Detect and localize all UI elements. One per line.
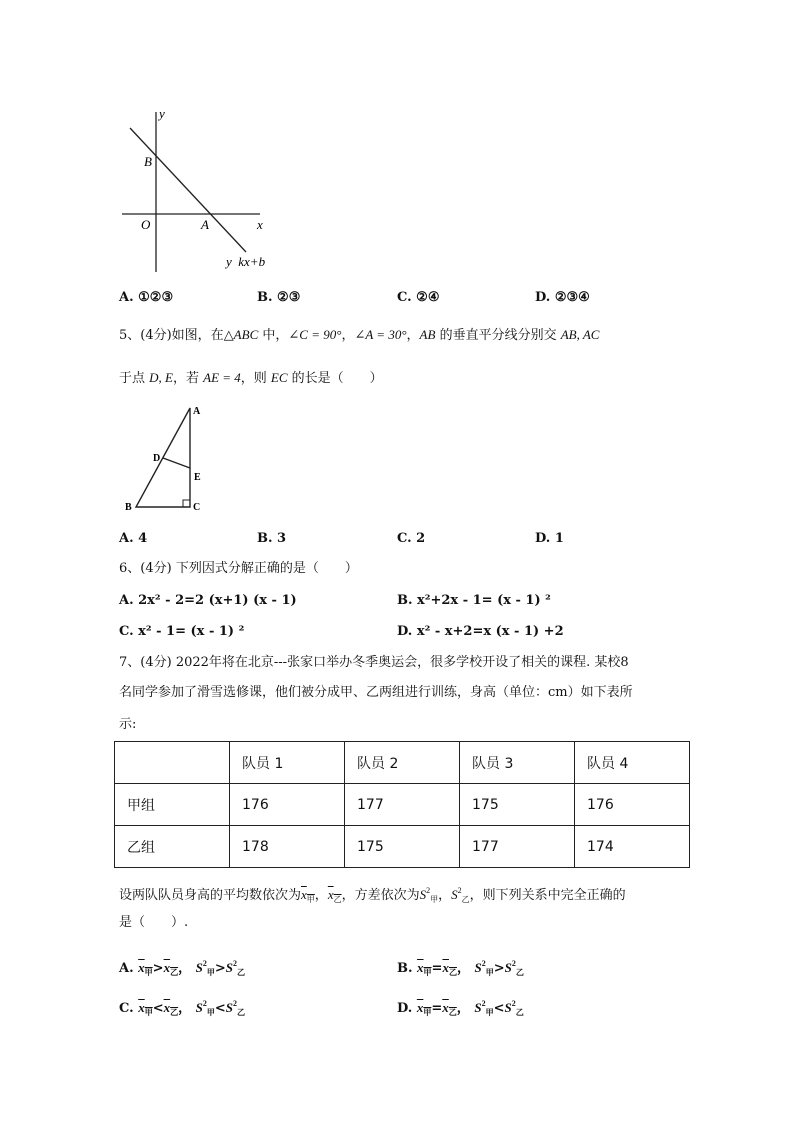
point-d: D — [153, 453, 161, 464]
origin-label: O — [141, 217, 151, 232]
table-cell: 乙组 — [115, 826, 230, 868]
q5-option-a[interactable]: A. 4 — [119, 531, 148, 546]
q7-question-line: 设两队队员身高的平均数依次为$x_甲$，$x_乙$，方差依次为$S^2_甲$，$S^2_乙$，则下列关系中完全正确的 — [119, 886, 626, 904]
mean-jia: $x_甲$ — [301, 887, 315, 904]
q4-option-c[interactable]: C. ②④ — [397, 290, 440, 305]
q7-option-c[interactable]: C. $x_甲<x_乙$， $S^2_甲<S^2_乙$ — [119, 999, 246, 1017]
q4-option-a[interactable]: A. ①②③ — [119, 290, 174, 305]
perpendicular-bisector-de — [163, 458, 190, 468]
q6-option-a[interactable]: A. 2x² - 2=2 (x+1) (x - 1) — [119, 593, 297, 608]
q7-question-end: 是（ ）. — [119, 915, 189, 930]
q6-option-c[interactable]: C. x² - 1= (x - 1) ² — [119, 624, 245, 639]
table-header-cell: 队员 4 — [575, 742, 690, 784]
q4-option-b[interactable]: B. ②③ — [257, 290, 301, 305]
x-axis-label: x — [257, 217, 263, 232]
table-header-cell — [115, 742, 230, 784]
q5-stem-line1: 5、(4分)如图，在△ABC 中，∠C = 90°，∠A = 30°，AB 的垂直平分线分别交 AB, AC — [119, 327, 600, 343]
table-cell: 175 — [460, 784, 575, 826]
y-axis-label: y — [159, 106, 165, 121]
table-row — [115, 784, 690, 826]
q5-triangle-figure — [120, 400, 210, 515]
variance-jia: $S^2_甲$ — [419, 886, 439, 904]
variance-yi: $S^2_乙$ — [451, 886, 470, 904]
line-label: y kx+b — [226, 254, 266, 269]
point-b-label: B — [144, 154, 152, 169]
table-row — [115, 826, 690, 868]
table-cell: 甲组 — [115, 784, 230, 826]
q5-stem-line2: 于点 D, E，若 AE = 4，则 EC 的长是（ ） — [119, 370, 383, 386]
point-a-label: A — [201, 217, 209, 232]
table-cell: 178 — [230, 826, 345, 868]
q7-stem-line2: 名同学参加了滑雪选修课，他们被分成甲、乙两组进行训练，身高（单位：cm）如下表所 — [119, 685, 633, 700]
q7-option-d[interactable]: D. $x_甲=x_乙$， $S^2_甲<S^2_乙$ — [397, 999, 524, 1017]
point-c: C — [193, 502, 201, 513]
triangle-abc — [136, 408, 190, 507]
table-cell: 174 — [575, 826, 690, 868]
q7-stem-line3: 示: — [119, 717, 137, 732]
table-cell: 177 — [460, 826, 575, 868]
height-table — [114, 741, 690, 868]
q4-option-d[interactable]: D. ②③④ — [535, 290, 590, 305]
table-header-cell: 队员 2 — [345, 742, 460, 784]
table-cell: 177 — [345, 784, 460, 826]
point-b: B — [125, 502, 132, 513]
q6-option-d[interactable]: D. x² - x+2=x (x - 1) +2 — [397, 624, 564, 639]
q7-option-b[interactable]: B. $x_甲=x_乙$， $S^2_甲>S^2_乙$ — [397, 959, 524, 977]
q5-option-d[interactable]: D. 1 — [535, 531, 564, 546]
table-cell: 176 — [575, 784, 690, 826]
table-cell: 176 — [230, 784, 345, 826]
q4-graph — [110, 100, 290, 275]
mean-yi: $x_乙$ — [327, 887, 342, 904]
point-a: A — [193, 406, 201, 417]
q5-option-b[interactable]: B. 3 — [257, 531, 287, 546]
q7-stem-line1: 7、(4分) 2022年将在北京---张家口举办冬季奥运会，很多学校开设了相关的课程. 某校8 — [119, 655, 629, 670]
point-e: E — [194, 472, 201, 483]
table-header-cell: 队员 3 — [460, 742, 575, 784]
right-angle-mark — [183, 500, 190, 507]
q7-option-a[interactable]: A. $x_甲>x_乙$， $S^2_甲>S^2_乙$ — [119, 959, 245, 977]
line-kx-plus-b — [130, 128, 246, 252]
table-header-row — [115, 742, 690, 784]
q6-option-b[interactable]: B. x²+2x - 1= (x - 1) ² — [397, 593, 551, 608]
q5-option-c[interactable]: C. 2 — [397, 531, 426, 546]
q6-stem: 6、(4分) 下列因式分解正确的是（ ） — [119, 561, 358, 576]
table-cell: 175 — [345, 826, 460, 868]
table-header-cell: 队员 1 — [230, 742, 345, 784]
